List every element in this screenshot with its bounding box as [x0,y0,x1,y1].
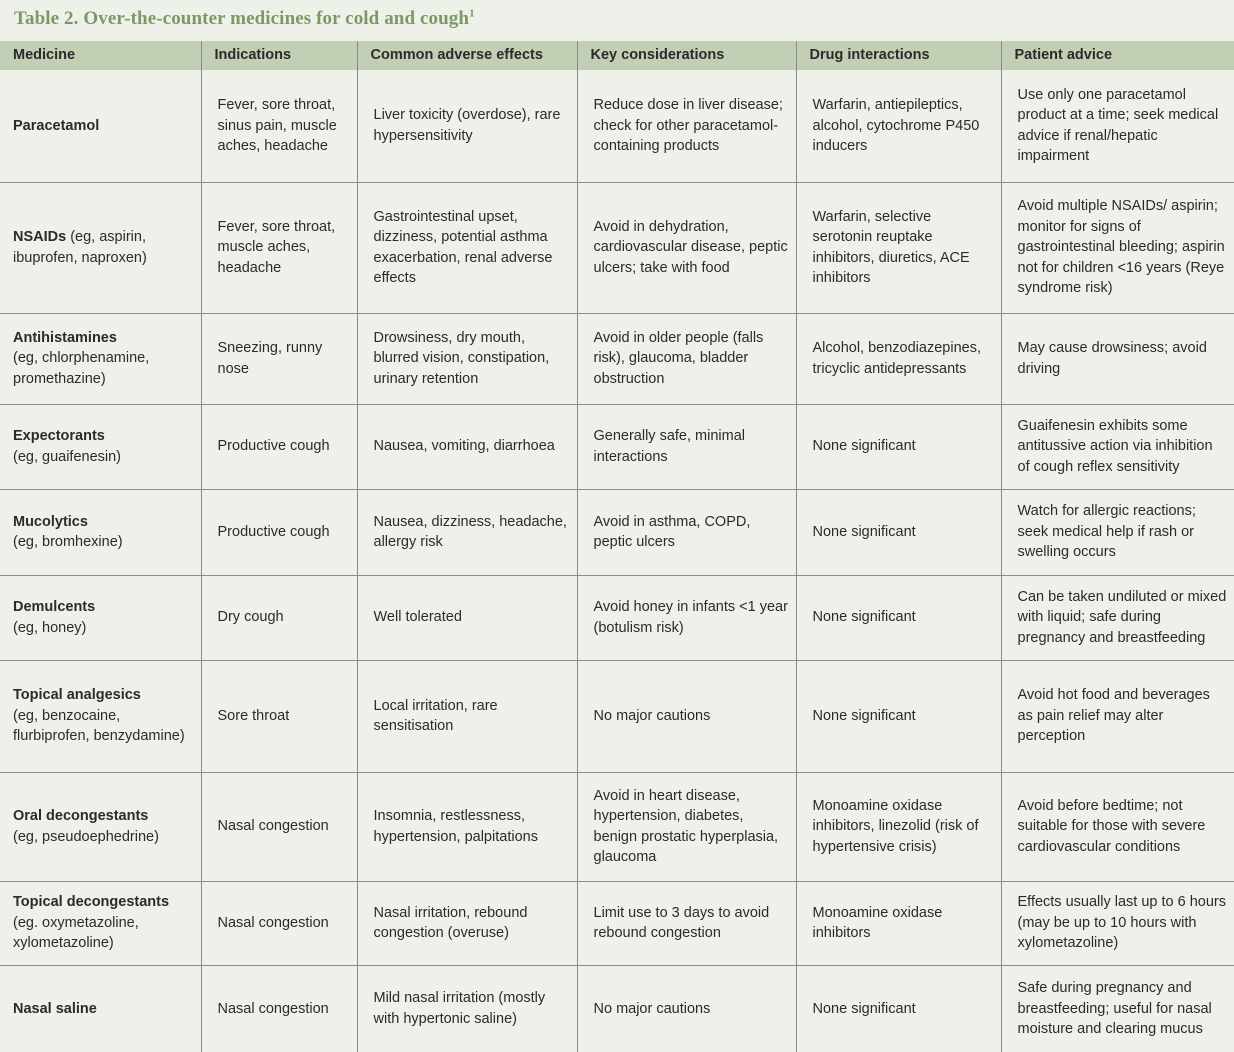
medicine-examples: (eg, guaifenesin) [13,448,122,465]
drug-interactions-cell: Alcohol, benzodiazepines, tricyclic antidepressants [796,313,1001,404]
patient-advice-cell: Use only one paracetamol product at a time; seek medical advice if renal/hepatic impairment [1001,70,1234,182]
table-row [0,313,1234,404]
drug-interactions-cell: None significant [796,965,1001,1052]
drug-interactions-cell: None significant [796,660,1001,772]
medicine-cell [0,313,201,404]
patient-advice-cell: Safe during pregnancy and breastfeeding; useful for nasal moisture and clearing mucus [1001,965,1234,1052]
adverse-effects-cell: Well tolerated [357,575,577,660]
medicine-name: Expectorants [13,428,105,444]
table-row [0,881,1234,965]
adverse-effects-cell: Nausea, vomiting, diarrhoea [357,404,577,489]
key-considerations-cell: Avoid in older people (falls risk), glaucoma, bladder obstruction [577,313,796,404]
header-adverse-effects: Common adverse effects [357,41,577,70]
indications-cell: Fever, sore throat, sinus pain, muscle aches, headache [201,70,357,182]
header-medicine: Medicine [0,41,201,70]
medicine-cell [0,575,201,660]
medicine-cell [0,70,201,182]
adverse-effects-cell: Liver toxicity (overdose), rare hypersensitivity [357,70,577,182]
drug-interactions-cell: Warfarin, antiepileptics, alcohol, cytochrome P450 inducers [796,70,1001,182]
key-considerations-cell: Limit use to 3 days to avoid rebound congestion [577,881,796,965]
key-considerations-cell: No major cautions [577,660,796,772]
indications-cell: Sneezing, runny nose [201,313,357,404]
medicine-name: Nasal saline [13,1000,97,1017]
medicine-cell [0,182,201,313]
indications-cell: Nasal congestion [201,772,357,881]
adverse-effects-cell: Insomnia, restlessness, hypertension, palpitations [357,772,577,881]
medicine-name: Topical analgesics [13,687,141,704]
drug-interactions-cell: None significant [796,404,1001,489]
header-patient-advice: Patient advice [1001,41,1234,70]
key-considerations-cell: Avoid in dehydration, cardiovascular disease, peptic ulcers; take with food [577,182,796,313]
medicine-cell [0,881,201,965]
medicine-name: Antihistamines [13,329,117,346]
medicine-cell [0,772,201,881]
key-considerations-cell: Avoid in asthma, COPD, peptic ulcers [577,489,796,575]
indications-cell: Productive cough [201,489,357,575]
drug-interactions-cell: None significant [796,489,1001,575]
patient-advice-cell: Can be taken undiluted or mixed with liquid; safe during pregnancy and breastfeeding [1001,575,1234,660]
indications-cell: Dry cough [201,575,357,660]
adverse-effects-cell: Gastrointestinal upset, dizziness, potential asthma exacerbation, renal adverse effects [357,182,577,313]
drug-interactions-cell: Warfarin, selective serotonin reuptake inhibitors, diuretics, ACE inhibitors [796,182,1001,313]
indications-cell: Productive cough [201,404,357,489]
drug-interactions-cell: Monoamine oxidase inhibitors [796,881,1001,965]
title-footnote-ref: 1 [469,7,475,20]
medicine-examples: (eg. oxymetazoline, xylometazoline) [13,914,139,952]
key-considerations-cell: Reduce dose in liver disease; check for other paracetamol-containing products [577,70,796,182]
table-row [0,489,1234,575]
medicine-name: Topical decongestants [13,894,170,911]
key-considerations-cell: Avoid honey in infants <1 year (botulism risk) [577,575,796,660]
medicine-name: Oral decongestants [13,808,149,824]
medicine-examples: (eg, honey) [13,619,87,636]
adverse-effects-cell: Drowsiness, dry mouth, blurred vision, constipation, urinary retention [357,313,577,404]
medicine-name: Demulcents [13,599,96,615]
medicine-examples: (eg, pseudoephedrine) [13,828,159,845]
medicine-examples: (eg, benzocaine, flurbiprofen, benzydamine) [13,707,185,745]
indications-cell: Fever, sore throat, muscle aches, headache [201,182,357,313]
table-row [0,70,1234,182]
medicines-table [0,41,1234,1052]
key-considerations-cell: Avoid in heart disease, hypertension, diabetes, benign prostatic hyperplasia, glaucoma [577,772,796,881]
header-key-considerations: Key considerations [577,41,796,70]
medicine-name: Mucolytics [13,513,88,530]
medicine-name: NSAIDs [13,229,67,245]
key-considerations-cell: No major cautions [577,965,796,1052]
patient-advice-cell: Watch for allergic reactions; seek medical help if rash or swelling occurs [1001,489,1234,575]
patient-advice-cell: Avoid hot food and beverages as pain relief may alter perception [1001,660,1234,772]
medicine-cell [0,965,201,1052]
indications-cell: Sore throat [201,660,357,772]
header-drug-interactions: Drug interactions [796,41,1001,70]
patient-advice-cell: Avoid multiple NSAIDs/ aspirin; monitor for signs of gastrointestinal bleeding; aspirin not for children <16 years (Reye syndrome risk) [1001,182,1234,313]
header-indications: Indications [201,41,357,70]
indications-cell: Nasal congestion [201,965,357,1052]
medicine-name: Paracetamol [13,117,100,134]
patient-advice-cell: Effects usually last up to 6 hours (may be up to 10 hours with xylometazoline) [1001,881,1234,965]
indications-cell: Nasal congestion [201,881,357,965]
table-row [0,575,1234,660]
table-row [0,772,1234,881]
medicine-cell [0,404,201,489]
patient-advice-cell: Avoid before bedtime; not suitable for those with severe cardiovascular conditions [1001,772,1234,881]
table-title-text: Table 2. Over-the-counter medicines for cold and cough [14,8,470,29]
key-considerations-cell: Generally safe, minimal interactions [577,404,796,489]
medicine-examples: (eg, bromhexine) [13,534,123,550]
patient-advice-cell: Guaifenesin exhibits some antitussive action via inhibition of cough reflex sensitivity [1001,404,1234,489]
medicine-cell [0,660,201,772]
adverse-effects-cell: Nasal irritation, rebound congestion (overuse) [357,881,577,965]
table-row [0,404,1234,489]
adverse-effects-cell: Local irritation, rare sensitisation [357,660,577,772]
adverse-effects-cell: Mild nasal irritation (mostly with hypertonic saline) [357,965,577,1052]
patient-advice-cell: May cause drowsiness; avoid driving [1001,313,1234,404]
adverse-effects-cell: Nausea, dizziness, headache, allergy risk [357,489,577,575]
drug-interactions-cell: Monoamine oxidase inhibitors, linezolid (risk of hypertensive crisis) [796,772,1001,881]
medicine-examples: (eg, chlorphenamine, promethazine) [13,350,150,387]
table-title [14,8,475,30]
drug-interactions-cell: None significant [796,575,1001,660]
table-row [0,660,1234,772]
medicine-cell [0,489,201,575]
table-row [0,182,1234,313]
header-row [0,41,1234,70]
table-row [0,965,1234,1052]
medicine-examples: (eg, aspirin, ibuprofen, naproxen) [13,229,147,266]
